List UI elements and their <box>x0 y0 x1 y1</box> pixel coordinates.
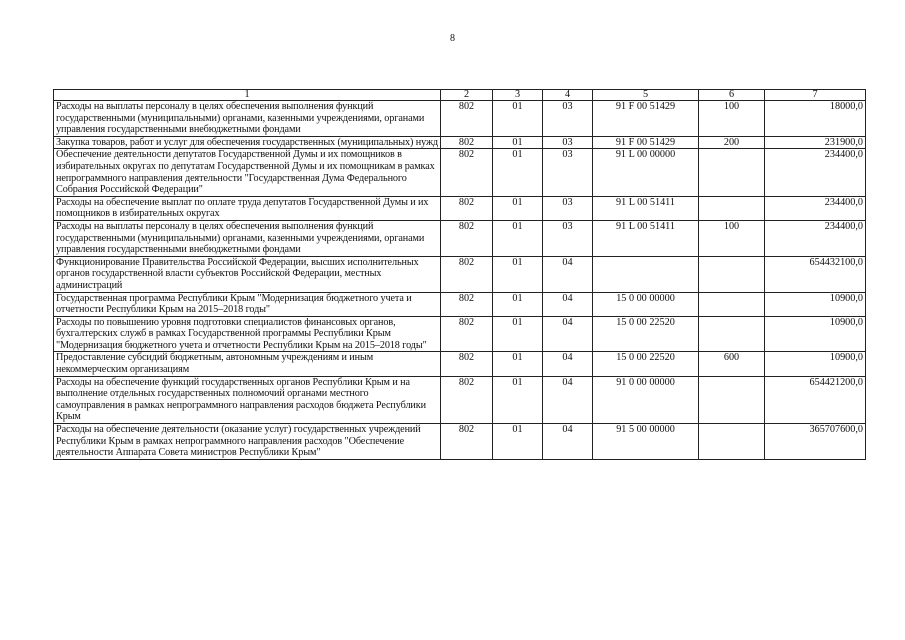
row-amount: 234400,0 <box>765 196 866 220</box>
table-row <box>54 220 866 256</box>
table-row <box>54 424 866 460</box>
row-description: Расходы на обеспечение деятельности (оказание услуг) государственных учреждений Республики Крым в рамках непрограммного направления расходов "Обеспечение деятельности Аппарата Совета министров Республики Крым" <box>54 424 441 460</box>
row-amount: 654432100,0 <box>765 256 866 292</box>
row-code-3: 01 <box>493 352 543 376</box>
col-header-3: 3 <box>493 90 543 101</box>
row-code-2: 802 <box>441 256 493 292</box>
row-code-6: 100 <box>699 220 765 256</box>
page-number: 8 <box>450 33 455 44</box>
row-description: Предоставление субсидий бюджетным, автономным учреждениям и иным некоммерческим организациям <box>54 352 441 376</box>
row-code-3: 01 <box>493 196 543 220</box>
col-header-6: 6 <box>699 90 765 101</box>
row-code-6 <box>699 316 765 352</box>
row-code-5: 91 L 00 51411 <box>593 220 699 256</box>
row-code-6: 100 <box>699 101 765 137</box>
row-description: Расходы на выплаты персоналу в целях обеспечения выполнения функций государственными (муниципальными) органами, казенными учреждениями, органами управления государственными внебюджетными фондами <box>54 220 441 256</box>
row-code-2: 802 <box>441 101 493 137</box>
table-row <box>54 292 866 316</box>
budget-table <box>53 89 866 460</box>
row-code-6: 600 <box>699 352 765 376</box>
row-code-4: 04 <box>543 424 593 460</box>
row-code-6 <box>699 424 765 460</box>
row-code-4: 04 <box>543 376 593 423</box>
row-code-2: 802 <box>441 149 493 196</box>
row-code-3: 01 <box>493 256 543 292</box>
row-code-2: 802 <box>441 424 493 460</box>
row-code-5: 15 0 00 22520 <box>593 352 699 376</box>
row-description: Обеспечение деятельности депутатов Государственной Думы и их помощников в избирательных округах по депутатам Государственной Думы и их помощникам в рамках непрограммного направления деятельности "Государственная Дума Федерального Собрания Российской Федерации" <box>54 149 441 196</box>
row-code-6 <box>699 292 765 316</box>
row-code-5: 91 5 00 00000 <box>593 424 699 460</box>
row-code-5: 91 F 00 51429 <box>593 101 699 137</box>
table-row <box>54 376 866 423</box>
row-code-5: 15 0 00 00000 <box>593 292 699 316</box>
row-code-4: 03 <box>543 220 593 256</box>
row-code-6 <box>699 256 765 292</box>
row-description: Закупка товаров, работ и услуг для обеспечения государственных (муниципальных) нужд <box>54 136 441 149</box>
row-code-4: 03 <box>543 136 593 149</box>
row-code-2: 802 <box>441 292 493 316</box>
row-code-3: 01 <box>493 424 543 460</box>
row-description: Расходы на обеспечение выплат по оплате труда депутатов Государственной Думы и их помощников в избирательных округах <box>54 196 441 220</box>
row-amount: 365707600,0 <box>765 424 866 460</box>
row-code-3: 01 <box>493 149 543 196</box>
row-amount: 10900,0 <box>765 316 866 352</box>
row-code-4: 03 <box>543 101 593 137</box>
row-code-3: 01 <box>493 220 543 256</box>
row-code-3: 01 <box>493 136 543 149</box>
col-header-5: 5 <box>593 90 699 101</box>
row-description: Расходы на обеспечение функций государственных органов Республики Крым и на выполнение отдельных государственных полномочий органами местного самоуправления в рамках непрограммного направления расходов бюджета Республики Крым <box>54 376 441 423</box>
row-amount: 231900,0 <box>765 136 866 149</box>
row-code-4: 03 <box>543 196 593 220</box>
col-header-4: 4 <box>543 90 593 101</box>
table-row <box>54 101 866 137</box>
row-code-5 <box>593 256 699 292</box>
table-row <box>54 196 866 220</box>
row-code-4: 04 <box>543 352 593 376</box>
row-description: Расходы на выплаты персоналу в целях обеспечения выполнения функций государственными (муниципальными) органами, казенными учреждениями, органами управления государственными внебюджетными фондами <box>54 101 441 137</box>
row-code-2: 802 <box>441 196 493 220</box>
row-amount: 18000,0 <box>765 101 866 137</box>
row-code-4: 04 <box>543 316 593 352</box>
row-code-2: 802 <box>441 352 493 376</box>
row-code-5: 91 0 00 00000 <box>593 376 699 423</box>
col-header-7: 7 <box>765 90 866 101</box>
row-code-2: 802 <box>441 376 493 423</box>
row-code-6 <box>699 376 765 423</box>
row-code-6: 200 <box>699 136 765 149</box>
row-code-2: 802 <box>441 136 493 149</box>
table-row <box>54 136 866 149</box>
col-header-2: 2 <box>441 90 493 101</box>
row-code-4: 04 <box>543 256 593 292</box>
row-description: Государственная программа Республики Крым "Модернизация бюджетного учета и отчетности Республики Крым на 2015–2018 годы" <box>54 292 441 316</box>
row-code-5: 91 L 00 00000 <box>593 149 699 196</box>
row-amount: 10900,0 <box>765 352 866 376</box>
row-code-5: 15 0 00 22520 <box>593 316 699 352</box>
row-code-2: 802 <box>441 316 493 352</box>
row-code-5: 91 L 00 51411 <box>593 196 699 220</box>
row-code-3: 01 <box>493 292 543 316</box>
col-header-1: 1 <box>54 90 441 101</box>
row-code-4: 04 <box>543 292 593 316</box>
row-code-4: 03 <box>543 149 593 196</box>
row-code-6 <box>699 149 765 196</box>
table-row <box>54 149 866 196</box>
table-row <box>54 316 866 352</box>
row-code-3: 01 <box>493 376 543 423</box>
header-row <box>54 90 866 101</box>
row-amount: 654421200,0 <box>765 376 866 423</box>
row-code-3: 01 <box>493 101 543 137</box>
row-amount: 234400,0 <box>765 149 866 196</box>
row-code-3: 01 <box>493 316 543 352</box>
row-description: Расходы по повышению уровня подготовки специалистов финансовых органов, бухгалтерских служб в рамках Государственной программы Республики Крым "Модернизация бюджетного учета и отчетности Республики Крым на 2015–2018 годы" <box>54 316 441 352</box>
row-code-5: 91 F 00 51429 <box>593 136 699 149</box>
row-amount: 234400,0 <box>765 220 866 256</box>
table-row <box>54 352 866 376</box>
row-description: Функционирование Правительства Российской Федерации, высших исполнительных органов государственной власти субъектов Российской Федерации, местных администраций <box>54 256 441 292</box>
table-row <box>54 256 866 292</box>
row-code-2: 802 <box>441 220 493 256</box>
row-code-6 <box>699 196 765 220</box>
row-amount: 10900,0 <box>765 292 866 316</box>
